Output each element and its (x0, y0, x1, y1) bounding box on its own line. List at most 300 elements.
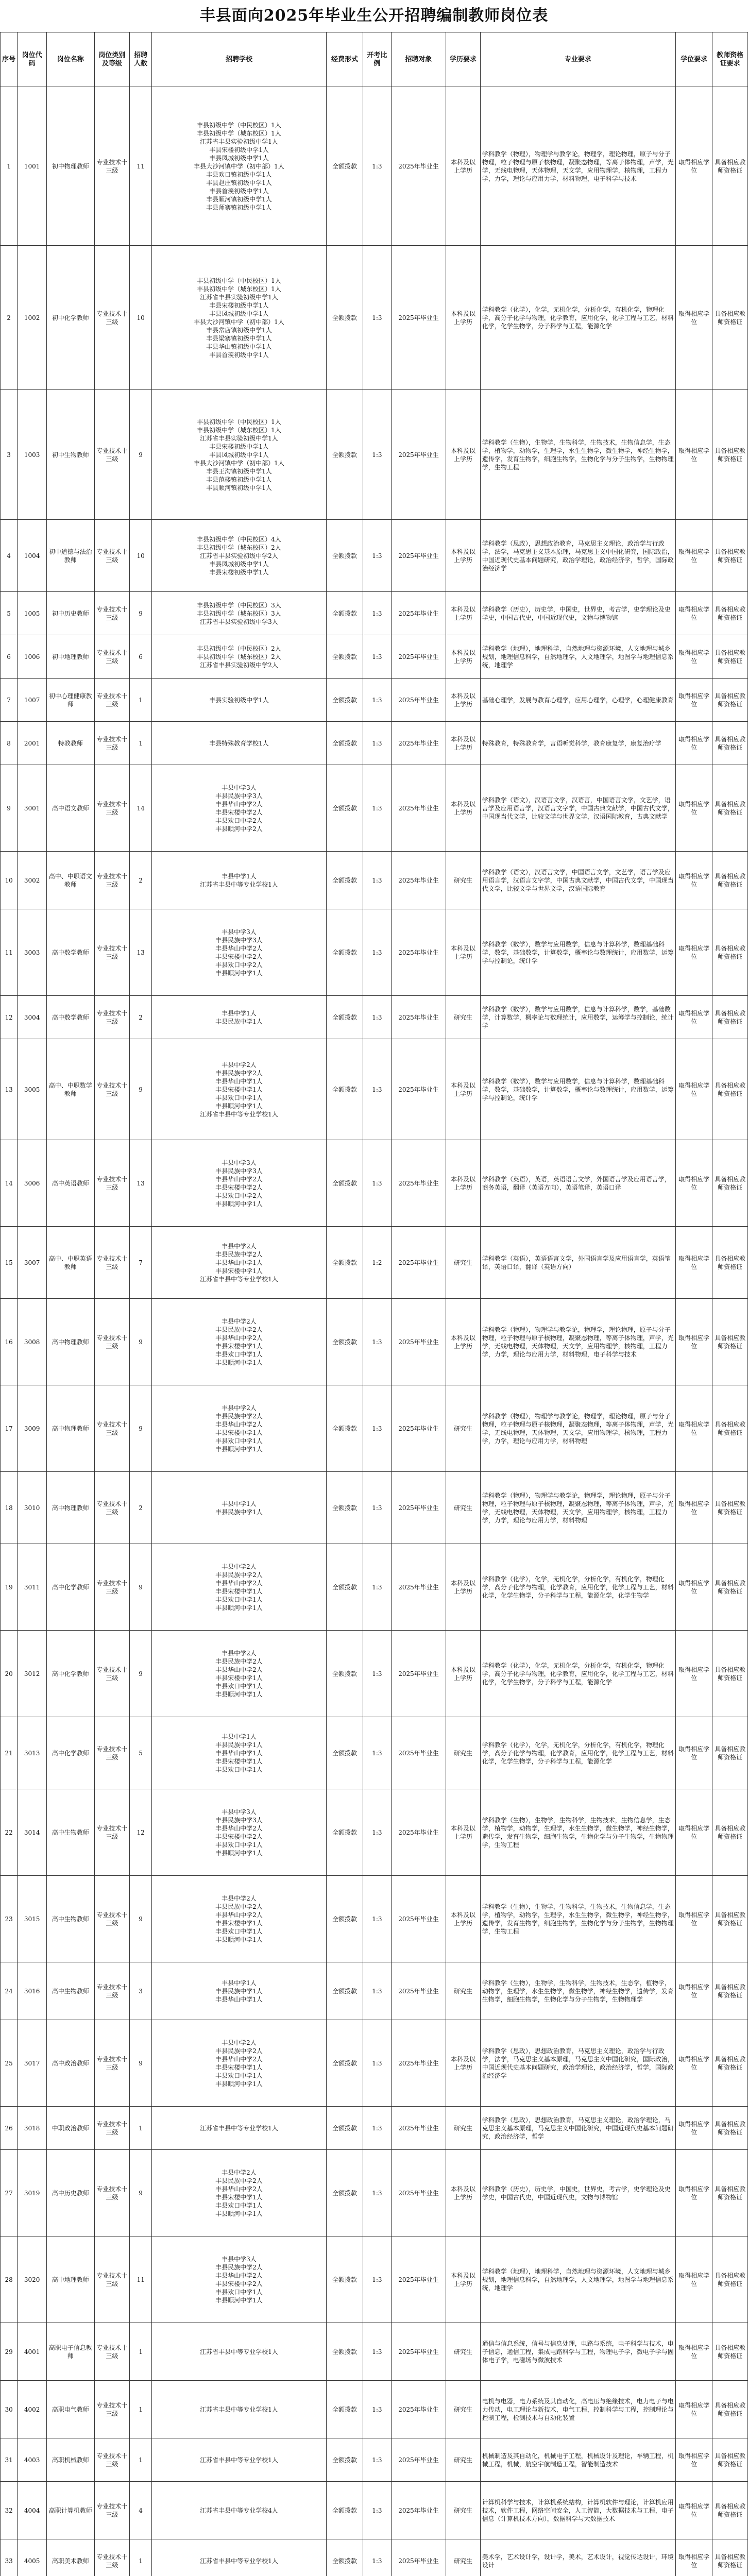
cell-index: 9 (1, 765, 18, 852)
cell-target: 2025年毕业生 (391, 1962, 446, 2020)
cell-major: 学科教学（数学），数学与应用数学，信息与计算科学，数理基础科学，数学，基础数学，计算数学，概率论与数理统计，应用数学，运筹学与控制论，统计学 (480, 1039, 675, 1140)
cell-education: 研究生 (446, 2438, 480, 2482)
cell-schools: 丰县中学2人 丰县民族中学2人 丰县华山中学1人 丰县宋楼中学1人 丰县欢口中学1人 丰县顺河中学1人 江苏省丰县中等专业学校1人 (151, 1039, 326, 1140)
cell-education: 本科及以上学历 (446, 1631, 480, 1717)
cell-code: 4004 (18, 2482, 47, 2539)
cell-ratio: 1:3 (363, 2381, 392, 2438)
cell-ratio: 1:3 (363, 2107, 392, 2150)
cell-ratio: 1:3 (363, 722, 392, 765)
cell-code: 1002 (18, 246, 47, 390)
cell-count: 9 (130, 1876, 152, 1962)
cell-position: 高职计算机教师 (47, 2482, 94, 2539)
cell-category: 专业技术十三级 (94, 87, 130, 246)
cell-category: 专业技术十三级 (94, 996, 130, 1039)
cell-education: 本科及以上学历 (446, 390, 480, 520)
cell-schools: 丰县初级中学（中民校区）4人 丰县初级中学（城东校区）2人 江苏省丰县实验初级中学2人 丰县凤城初级中学1人 丰县宋楼初级中学1人 (151, 520, 326, 592)
cell-index: 18 (1, 1472, 18, 1544)
cell-category: 专业技术十三级 (94, 2236, 130, 2323)
cell-category: 专业技术十三级 (94, 1299, 130, 1385)
cell-position: 高职电气教师 (47, 2381, 94, 2438)
cell-ratio: 1:3 (363, 1544, 392, 1631)
cell-degree: 取得相应学位 (676, 1385, 712, 1472)
table-row (1, 1876, 748, 1962)
cell-index: 24 (1, 1962, 18, 2020)
cell-code: 1006 (18, 635, 47, 679)
cell-major: 学科教学（地理），地理科学，自然地理与资源环境，人文地理与城乡规划，地理信息科学，自然地理学，人文地理学，地图学与地理信息系统，地理学 (480, 635, 675, 679)
cell-education: 研究生 (446, 996, 480, 1039)
cell-target: 2025年毕业生 (391, 1544, 446, 1631)
cell-education: 本科及以上学历 (446, 246, 480, 390)
cell-category: 专业技术十三级 (94, 1717, 130, 1789)
cell-code: 4001 (18, 2323, 47, 2381)
cell-education: 本科及以上学历 (446, 87, 480, 246)
cell-index: 27 (1, 2150, 18, 2236)
cell-count: 9 (130, 390, 152, 520)
cell-certificate: 具备相应教师资格证 (712, 1717, 748, 1789)
cell-count: 11 (130, 87, 152, 246)
cell-certificate: 具备相应教师资格证 (712, 87, 748, 246)
cell-count: 10 (130, 520, 152, 592)
cell-position: 初中生物教师 (47, 390, 94, 520)
cell-certificate: 具备相应教师资格证 (712, 635, 748, 679)
table-row (1, 722, 748, 765)
cell-schools: 丰县实验初级中学1人 (151, 679, 326, 722)
cell-schools: 丰县中学2人 丰县民族中学2人 丰县华山中学2人 丰县宋楼中学1人 丰县欢口中学1人 丰县顺河中学1人 (151, 1299, 326, 1385)
cell-category: 专业技术十三级 (94, 1876, 130, 1962)
cell-education: 研究生 (446, 1717, 480, 1789)
cell-position: 高中政治教师 (47, 2020, 94, 2107)
cell-ratio: 1:3 (363, 2482, 392, 2539)
cell-ratio: 1:3 (363, 520, 392, 592)
cell-funding: 全额拨款 (326, 1385, 363, 1472)
cell-schools: 丰县中学3人 丰县民族中学3人 丰县华山中学2人 丰县宋楼中学2人 丰县欢口中学1人 丰县顺河中学1人 (151, 1789, 326, 1876)
cell-schools: 丰县中学1人 丰县民族中学1人 丰县华山中学1人 (151, 1962, 326, 2020)
table-row (1, 592, 748, 635)
cell-ratio: 1:3 (363, 1717, 392, 1789)
table-row (1, 765, 748, 852)
table-row (1, 1039, 748, 1140)
cell-ratio: 1:3 (363, 852, 392, 909)
cell-category: 专业技术十三级 (94, 520, 130, 592)
cell-funding: 全额拨款 (326, 2482, 363, 2539)
cell-position: 高中语文教师 (47, 765, 94, 852)
cell-degree: 取得相应学位 (676, 765, 712, 852)
cell-major: 学科教学（地理），地理科学，自然地理与资源环境，人文地理与城乡规划，地理信息科学，自然地理学，人文地理学，地图学与地理信息系统，地理学 (480, 2236, 675, 2323)
cell-education: 本科及以上学历 (446, 1140, 480, 1227)
cell-schools: 丰县中学2人 丰县民族中学2人 丰县华山中学2人 丰县宋楼中学1人 丰县欢口中学1人 丰县顺河中学1人 (151, 1385, 326, 1472)
cell-target: 2025年毕业生 (391, 2381, 446, 2438)
cell-code: 3006 (18, 1140, 47, 1227)
cell-major: 特殊教育，特殊教育学，言语听觉科学，教育康复学，康复治疗学 (480, 722, 675, 765)
cell-funding: 全额拨款 (326, 1227, 363, 1299)
cell-category: 专业技术十三级 (94, 1039, 130, 1140)
cell-schools: 丰县特殊教育学校1人 (151, 722, 326, 765)
cell-position: 高中地理教师 (47, 2236, 94, 2323)
cell-count: 13 (130, 1140, 152, 1227)
cell-target: 2025年毕业生 (391, 1385, 446, 1472)
cell-major: 学科教学（数学），数学与应用数学，信息与计算科学，数理基础科学，数学，基础数学，计算数学，概率论与数理统计，应用数学，运筹学与控制论，统计学 (480, 909, 675, 996)
cell-degree: 取得相应学位 (676, 2323, 712, 2381)
cell-index: 13 (1, 1039, 18, 1140)
cell-funding: 全额拨款 (326, 1789, 363, 1876)
cell-schools: 丰县中学1人 江苏省丰县中等专业学校1人 (151, 852, 326, 909)
cell-funding: 全额拨款 (326, 520, 363, 592)
cell-code: 3016 (18, 1962, 47, 2020)
cell-index: 11 (1, 909, 18, 996)
cell-count: 9 (130, 1039, 152, 1140)
header-ratio: 开考比例 (363, 32, 392, 87)
cell-count: 3 (130, 1962, 152, 2020)
cell-count: 1 (130, 2381, 152, 2438)
table-row (1, 1299, 748, 1385)
cell-count: 9 (130, 1631, 152, 1717)
cell-ratio: 1:3 (363, 1962, 392, 2020)
cell-education: 研究生 (446, 852, 480, 909)
cell-education: 本科及以上学历 (446, 1299, 480, 1385)
cell-major: 学科教学（物理），物理学与教学论，物理学，理论物理，原子与分子物理，粒子物理与原子核物理，凝聚态物理，等离子体物理，声学，光学，无线电物理，天体物理，天文学，应用物理学，核物理，工程力学，力学，理论与应用力学，材料物理，电子科学与技术 (480, 1299, 675, 1385)
cell-degree: 取得相应学位 (676, 722, 712, 765)
cell-code: 1001 (18, 87, 47, 246)
cell-target: 2025年毕业生 (391, 1472, 446, 1544)
cell-ratio: 1:3 (363, 765, 392, 852)
cell-education: 研究生 (446, 1227, 480, 1299)
cell-certificate: 具备相应教师资格证 (712, 1299, 748, 1385)
cell-funding: 全额拨款 (326, 2236, 363, 2323)
cell-category: 专业技术十三级 (94, 1962, 130, 2020)
cell-position: 中职政治教师 (47, 2107, 94, 2150)
cell-code: 3011 (18, 1544, 47, 1631)
header-code: 岗位代码 (18, 32, 47, 87)
cell-degree: 取得相应学位 (676, 1962, 712, 2020)
cell-degree: 取得相应学位 (676, 1299, 712, 1385)
cell-certificate: 具备相应教师资格证 (712, 1227, 748, 1299)
cell-schools: 丰县中学3人 丰县民族中学3人 丰县华山中学2人 丰县宋楼中学2人 丰县欢口中学2人 丰县顺河中学2人 (151, 765, 326, 852)
table-row (1, 1472, 748, 1544)
cell-education: 研究生 (446, 2539, 480, 2576)
cell-category: 专业技术十三级 (94, 679, 130, 722)
cell-category: 专业技术十三级 (94, 390, 130, 520)
cell-category: 专业技术十三级 (94, 909, 130, 996)
cell-category: 专业技术十三级 (94, 1789, 130, 1876)
cell-major: 学科教学（物理），物理学与教学论，物理学，理论物理，原子与分子物理，粒子物理与原子核物理，凝聚态物理，等离子体物理，声学，光学，无线电物理，天体物理，天文学，应用物理学，核物理，工程力学，力学，理论与应用力学，材料物理 (480, 1385, 675, 1472)
cell-category: 专业技术十三级 (94, 2107, 130, 2150)
cell-schools: 丰县初级中学（中民校区）1人 丰县初级中学（城东校区）1人 江苏省丰县实验初级中学1人 丰县宋楼初级中学1人 丰县凤城初级中学1人 丰县大沙河镇中学（初中部）1人 丰县欢口镇初级中学1人 丰县赵庄镇初级中学1人 丰县首羡初级中学1人 丰县顺河镇初级中学1人 丰县师寨镇初级中学1人 (151, 87, 326, 246)
cell-target: 2025年毕业生 (391, 2236, 446, 2323)
cell-ratio: 1:3 (363, 1039, 392, 1140)
table-row (1, 87, 748, 246)
cell-target: 2025年毕业生 (391, 635, 446, 679)
cell-index: 4 (1, 520, 18, 592)
cell-category: 专业技术十三级 (94, 1472, 130, 1544)
table-row (1, 2323, 748, 2381)
table-row (1, 2482, 748, 2539)
cell-index: 7 (1, 679, 18, 722)
cell-count: 1 (130, 2539, 152, 2576)
cell-count: 1 (130, 2438, 152, 2482)
cell-degree: 取得相应学位 (676, 1140, 712, 1227)
cell-position: 高中、中职英语教师 (47, 1227, 94, 1299)
header-major: 专业要求 (480, 32, 675, 87)
cell-certificate: 具备相应教师资格证 (712, 246, 748, 390)
cell-ratio: 1:3 (363, 996, 392, 1039)
header-position: 岗位名称 (47, 32, 94, 87)
cell-category: 专业技术十三级 (94, 1227, 130, 1299)
cell-schools: 丰县中学2人 丰县民族中学2人 丰县华山中学1人 丰县宋楼中学1人 江苏省丰县中等专业学校1人 (151, 1227, 326, 1299)
cell-major: 学科教学（语文），汉语言文学，汉语言，中国语言文学，文艺学，语言学及应用语言学，汉语言文字学，中国古典文献学，中国古代文学，中国现当代文学，比较文学与世界文学，汉语国际教育，古典文献学 (480, 765, 675, 852)
cell-certificate: 具备相应教师资格证 (712, 852, 748, 909)
cell-index: 10 (1, 852, 18, 909)
cell-degree: 取得相应学位 (676, 1631, 712, 1717)
cell-position: 初中化学教师 (47, 246, 94, 390)
cell-funding: 全额拨款 (326, 2381, 363, 2438)
cell-schools: 丰县中学1人 丰县民族中学1人 丰县华山中学1人 丰县宋楼中学1人 丰县欢口中学1人 (151, 1717, 326, 1789)
cell-certificate: 具备相应教师资格证 (712, 1962, 748, 2020)
cell-certificate: 具备相应教师资格证 (712, 2438, 748, 2482)
cell-education: 本科及以上学历 (446, 592, 480, 635)
cell-category: 专业技术十三级 (94, 2150, 130, 2236)
cell-funding: 全额拨款 (326, 246, 363, 390)
cell-position: 高中历史教师 (47, 2150, 94, 2236)
cell-major: 通信与信息系统，信号与信息处理，电路与系统，电子科学与技术，电子信息，通信工程，集成电路科学与工程，物理电子学，微电子学与固体电子学，电磁场与微波技术 (480, 2323, 675, 2381)
cell-certificate: 具备相应教师资格证 (712, 1472, 748, 1544)
cell-major: 计算机科学与技术，计算机系统结构，计算机软件与理论，计算机应用技术，软件工程，网络空间安全，人工智能，大数据技术与工程，电子信息（计算机技术方向），数据科学与大数据技术 (480, 2482, 675, 2539)
cell-count: 6 (130, 635, 152, 679)
cell-schools: 丰县中学2人 丰县民族中学2人 丰县华山中学2人 丰县宋楼中学1人 丰县欢口中学1人 丰县顺河中学1人 (151, 2020, 326, 2107)
cell-count: 1 (130, 2323, 152, 2381)
table-row (1, 679, 748, 722)
cell-code: 3005 (18, 1039, 47, 1140)
cell-target: 2025年毕业生 (391, 909, 446, 996)
cell-funding: 全额拨款 (326, 1962, 363, 2020)
cell-count: 9 (130, 1385, 152, 1472)
table-row (1, 1140, 748, 1227)
cell-code: 1004 (18, 520, 47, 592)
cell-target: 2025年毕业生 (391, 2539, 446, 2576)
cell-position: 初中心理健康教师 (47, 679, 94, 722)
cell-index: 19 (1, 1544, 18, 1631)
cell-ratio: 1:3 (363, 635, 392, 679)
cell-education: 本科及以上学历 (446, 520, 480, 592)
cell-code: 1005 (18, 592, 47, 635)
cell-count: 2 (130, 1472, 152, 1544)
cell-certificate: 具备相应教师资格证 (712, 2539, 748, 2576)
cell-major: 学科教学（化学），化学，无机化学，分析化学，有机化学，物理化学，高分子化学与物理，化学教育，应用化学，化学工程与工艺，材料化学，化学生物学，分子科学与工程，能源化学，化学生物学 (480, 1544, 675, 1631)
cell-code: 3015 (18, 1876, 47, 1962)
cell-ratio: 1:3 (363, 1631, 392, 1717)
cell-category: 专业技术十三级 (94, 635, 130, 679)
cell-target: 2025年毕业生 (391, 765, 446, 852)
cell-certificate: 具备相应教师资格证 (712, 2236, 748, 2323)
cell-index: 26 (1, 2107, 18, 2150)
cell-degree: 取得相应学位 (676, 1717, 712, 1789)
cell-code: 3004 (18, 996, 47, 1039)
cell-major: 学科教学（语文），汉语言文学，中国语言文学，文艺学，语言学及应用语言学，汉语言文字学，中国古典文献学，中国古代文学，中国现当代文学，比较文学与世界文学，汉语国际教育 (480, 852, 675, 909)
table-row (1, 2438, 748, 2482)
cell-degree: 取得相应学位 (676, 2381, 712, 2438)
cell-major: 学科教学（历史），历史学，中国史，世界史，考古学，史学理论及史学史，中国古代史，中国近现代史，文物与博物馆 (480, 2150, 675, 2236)
cell-index: 5 (1, 592, 18, 635)
cell-education: 本科及以上学历 (446, 635, 480, 679)
cell-degree: 取得相应学位 (676, 679, 712, 722)
cell-education: 本科及以上学历 (446, 722, 480, 765)
cell-target: 2025年毕业生 (391, 722, 446, 765)
cell-education: 本科及以上学历 (446, 1544, 480, 1631)
cell-position: 高中物理教师 (47, 1299, 94, 1385)
cell-index: 16 (1, 1299, 18, 1385)
cell-code: 3007 (18, 1227, 47, 1299)
cell-category: 专业技术十三级 (94, 2539, 130, 2576)
cell-count: 5 (130, 1717, 152, 1789)
table-row (1, 246, 748, 390)
cell-major: 学科教学（思政），思想政治教育，马克思主义理论，政治学理论，马克思主义基本原理，马克思主义中国化研究，中国近现代史基本问题研究，政治经济学，哲学 (480, 2107, 675, 2150)
cell-schools: 丰县初级中学（中民校区）3人 丰县初级中学（城东校区）3人 江苏省丰县实验初级中学3人 (151, 592, 326, 635)
cell-degree: 取得相应学位 (676, 520, 712, 592)
cell-degree: 取得相应学位 (676, 1544, 712, 1631)
cell-funding: 全额拨款 (326, 1140, 363, 1227)
cell-code: 3012 (18, 1631, 47, 1717)
cell-ratio: 1:3 (363, 1789, 392, 1876)
cell-schools: 丰县中学2人 丰县民族中学2人 丰县华山中学2人 丰县宋楼中学1人 丰县欢口中学1人 丰县顺河中学1人 (151, 1876, 326, 1962)
cell-index: 8 (1, 722, 18, 765)
cell-certificate: 具备相应教师资格证 (712, 1544, 748, 1631)
cell-position: 高中生物教师 (47, 1789, 94, 1876)
cell-code: 3013 (18, 1717, 47, 1789)
cell-education: 本科及以上学历 (446, 909, 480, 996)
cell-education: 研究生 (446, 2381, 480, 2438)
table-row (1, 1385, 748, 1472)
cell-category: 专业技术十三级 (94, 722, 130, 765)
cell-target: 2025年毕业生 (391, 246, 446, 390)
cell-target: 2025年毕业生 (391, 390, 446, 520)
cell-major: 学科教学（数学），数学与应用数学，信息与计算科学，数学，基础数学，计算数学，概率论与数理统计，应用数学，运筹学与控制论，统计学 (480, 996, 675, 1039)
cell-position: 高中、中职语文教师 (47, 852, 94, 909)
cell-degree: 取得相应学位 (676, 1472, 712, 1544)
cell-index: 30 (1, 2381, 18, 2438)
cell-funding: 全额拨款 (326, 87, 363, 246)
cell-target: 2025年毕业生 (391, 2020, 446, 2107)
cell-position: 初中物理教师 (47, 87, 94, 246)
cell-education: 研究生 (446, 2482, 480, 2539)
cell-ratio: 1:3 (363, 1876, 392, 1962)
header-education: 学历要求 (446, 32, 480, 87)
cell-degree: 取得相应学位 (676, 996, 712, 1039)
table-row (1, 852, 748, 909)
cell-index: 14 (1, 1140, 18, 1227)
cell-major: 美术学，艺术设计学，设计学，美术，艺术设计，视觉传达设计，环境设计 (480, 2539, 675, 2576)
cell-funding: 全额拨款 (326, 852, 363, 909)
cell-position: 初中历史教师 (47, 592, 94, 635)
cell-index: 33 (1, 2539, 18, 2576)
cell-count: 14 (130, 765, 152, 852)
cell-ratio: 1:3 (363, 592, 392, 635)
cell-index: 32 (1, 2482, 18, 2539)
cell-target: 2025年毕业生 (391, 2323, 446, 2381)
cell-certificate: 具备相应教师资格证 (712, 520, 748, 592)
cell-index: 2 (1, 246, 18, 390)
cell-certificate: 具备相应教师资格证 (712, 1039, 748, 1140)
cell-ratio: 1:3 (363, 87, 392, 246)
cell-target: 2025年毕业生 (391, 1039, 446, 1140)
cell-code: 3014 (18, 1789, 47, 1876)
cell-code: 4005 (18, 2539, 47, 2576)
cell-major: 机械制造及其自动化，机械电子工程，机械设计及理论，车辆工程，机械工程，机械，航空宇航制造工程，智能制造技术 (480, 2438, 675, 2482)
table-body (1, 87, 748, 2576)
cell-ratio: 1:3 (363, 2438, 392, 2482)
cell-position: 高职电子信息教师 (47, 2323, 94, 2381)
cell-code: 2001 (18, 722, 47, 765)
cell-category: 专业技术十三级 (94, 592, 130, 635)
table-row (1, 1544, 748, 1631)
table-row (1, 2150, 748, 2236)
cell-position: 高中生物教师 (47, 1962, 94, 2020)
cell-degree: 取得相应学位 (676, 87, 712, 246)
cell-ratio: 1:3 (363, 2323, 392, 2381)
cell-schools: 江苏省丰县中等专业学校1人 (151, 2539, 326, 2576)
cell-count: 9 (130, 1544, 152, 1631)
cell-degree: 取得相应学位 (676, 1039, 712, 1140)
cell-code: 3003 (18, 909, 47, 996)
table-row (1, 1717, 748, 1789)
cell-education: 本科及以上学历 (446, 2236, 480, 2323)
cell-funding: 全额拨款 (326, 390, 363, 520)
cell-target: 2025年毕业生 (391, 852, 446, 909)
cell-schools: 丰县中学3人 丰县民族中学3人 丰县华山中学2人 丰县宋楼中学2人 丰县欢口中学2人 丰县顺河中学1人 (151, 909, 326, 996)
cell-funding: 全额拨款 (326, 2107, 363, 2150)
table-row (1, 2236, 748, 2323)
table-row (1, 520, 748, 592)
header-funding: 经费形式 (326, 32, 363, 87)
cell-category: 专业技术十三级 (94, 246, 130, 390)
cell-schools: 丰县初级中学（中民校区）1人 丰县初级中学（城东校区）1人 江苏省丰县实验初级中学1人 丰县宋楼初级中学1人 丰县凤城初级中学1人 丰县大沙河镇中学（初中部）1人 丰县王沟镇初级中学1人 丰县范楼镇初级中学1人 丰县顺河镇初级中学1人 (151, 390, 326, 520)
cell-funding: 全额拨款 (326, 2438, 363, 2482)
cell-position: 特教教师 (47, 722, 94, 765)
table-row (1, 2020, 748, 2107)
cell-count: 13 (130, 909, 152, 996)
cell-certificate: 具备相应教师资格证 (712, 2150, 748, 2236)
cell-degree: 取得相应学位 (676, 1789, 712, 1876)
cell-major: 学科教学（思政），思想政治教育，马克思主义理论，政治学与行政学，法学，马克思主义基本原理，马克思主义中国化研究，国际政治，中国近现代史基本问题研究，政治学理论，政治经济学，哲学，国际政治经济学 (480, 520, 675, 592)
cell-count: 4 (130, 2482, 152, 2539)
cell-ratio: 1:3 (363, 1299, 392, 1385)
cell-code: 1003 (18, 390, 47, 520)
cell-category: 专业技术十三级 (94, 1631, 130, 1717)
header-target: 招聘对象 (391, 32, 446, 87)
cell-category: 专业技术十三级 (94, 2438, 130, 2482)
cell-category: 专业技术十三级 (94, 765, 130, 852)
cell-funding: 全额拨款 (326, 1544, 363, 1631)
cell-degree: 取得相应学位 (676, 2107, 712, 2150)
cell-major: 学科教学（化学），化学，无机化学，分析化学，有机化学，物理化学，高分子化学与物理，化学教育，应用化学，化学工程与工艺，材料化学，化学生物学，分子科学与工程，能源化学 (480, 1717, 675, 1789)
cell-code: 3008 (18, 1299, 47, 1385)
cell-ratio: 1:3 (363, 1140, 392, 1227)
cell-certificate: 具备相应教师资格证 (712, 722, 748, 765)
header-schools: 招聘学校 (151, 32, 326, 87)
cell-ratio: 1:3 (363, 2539, 392, 2576)
cell-target: 2025年毕业生 (391, 2482, 446, 2539)
table-row (1, 1789, 748, 1876)
cell-index: 25 (1, 2020, 18, 2107)
cell-certificate: 具备相应教师资格证 (712, 2323, 748, 2381)
table-row (1, 390, 748, 520)
cell-major: 学科教学（生物），生物学，生物科学，生物技术，生态学，植物学，动物学，生理学，水生生物学，微生物学，神经生物学，遗传学，发育生物学，细胞生物学，生物化学与分子生物学，生物物理学 (480, 1962, 675, 2020)
cell-index: 29 (1, 2323, 18, 2381)
cell-index: 31 (1, 2438, 18, 2482)
cell-schools: 江苏省丰县中等专业学校1人 (151, 2107, 326, 2150)
cell-schools: 丰县中学3人 丰县民族中学3人 丰县华山中学2人 丰县宋楼中学2人 丰县欢口中学2人 丰县顺河中学1人 (151, 1140, 326, 1227)
cell-schools: 江苏省丰县中等专业学校1人 (151, 2381, 326, 2438)
cell-schools: 丰县中学2人 丰县民族中学2人 丰县华山中学2人 丰县宋楼中学1人 丰县欢口中学1人 丰县顺河中学1人 (151, 2150, 326, 2236)
cell-count: 9 (130, 1299, 152, 1385)
